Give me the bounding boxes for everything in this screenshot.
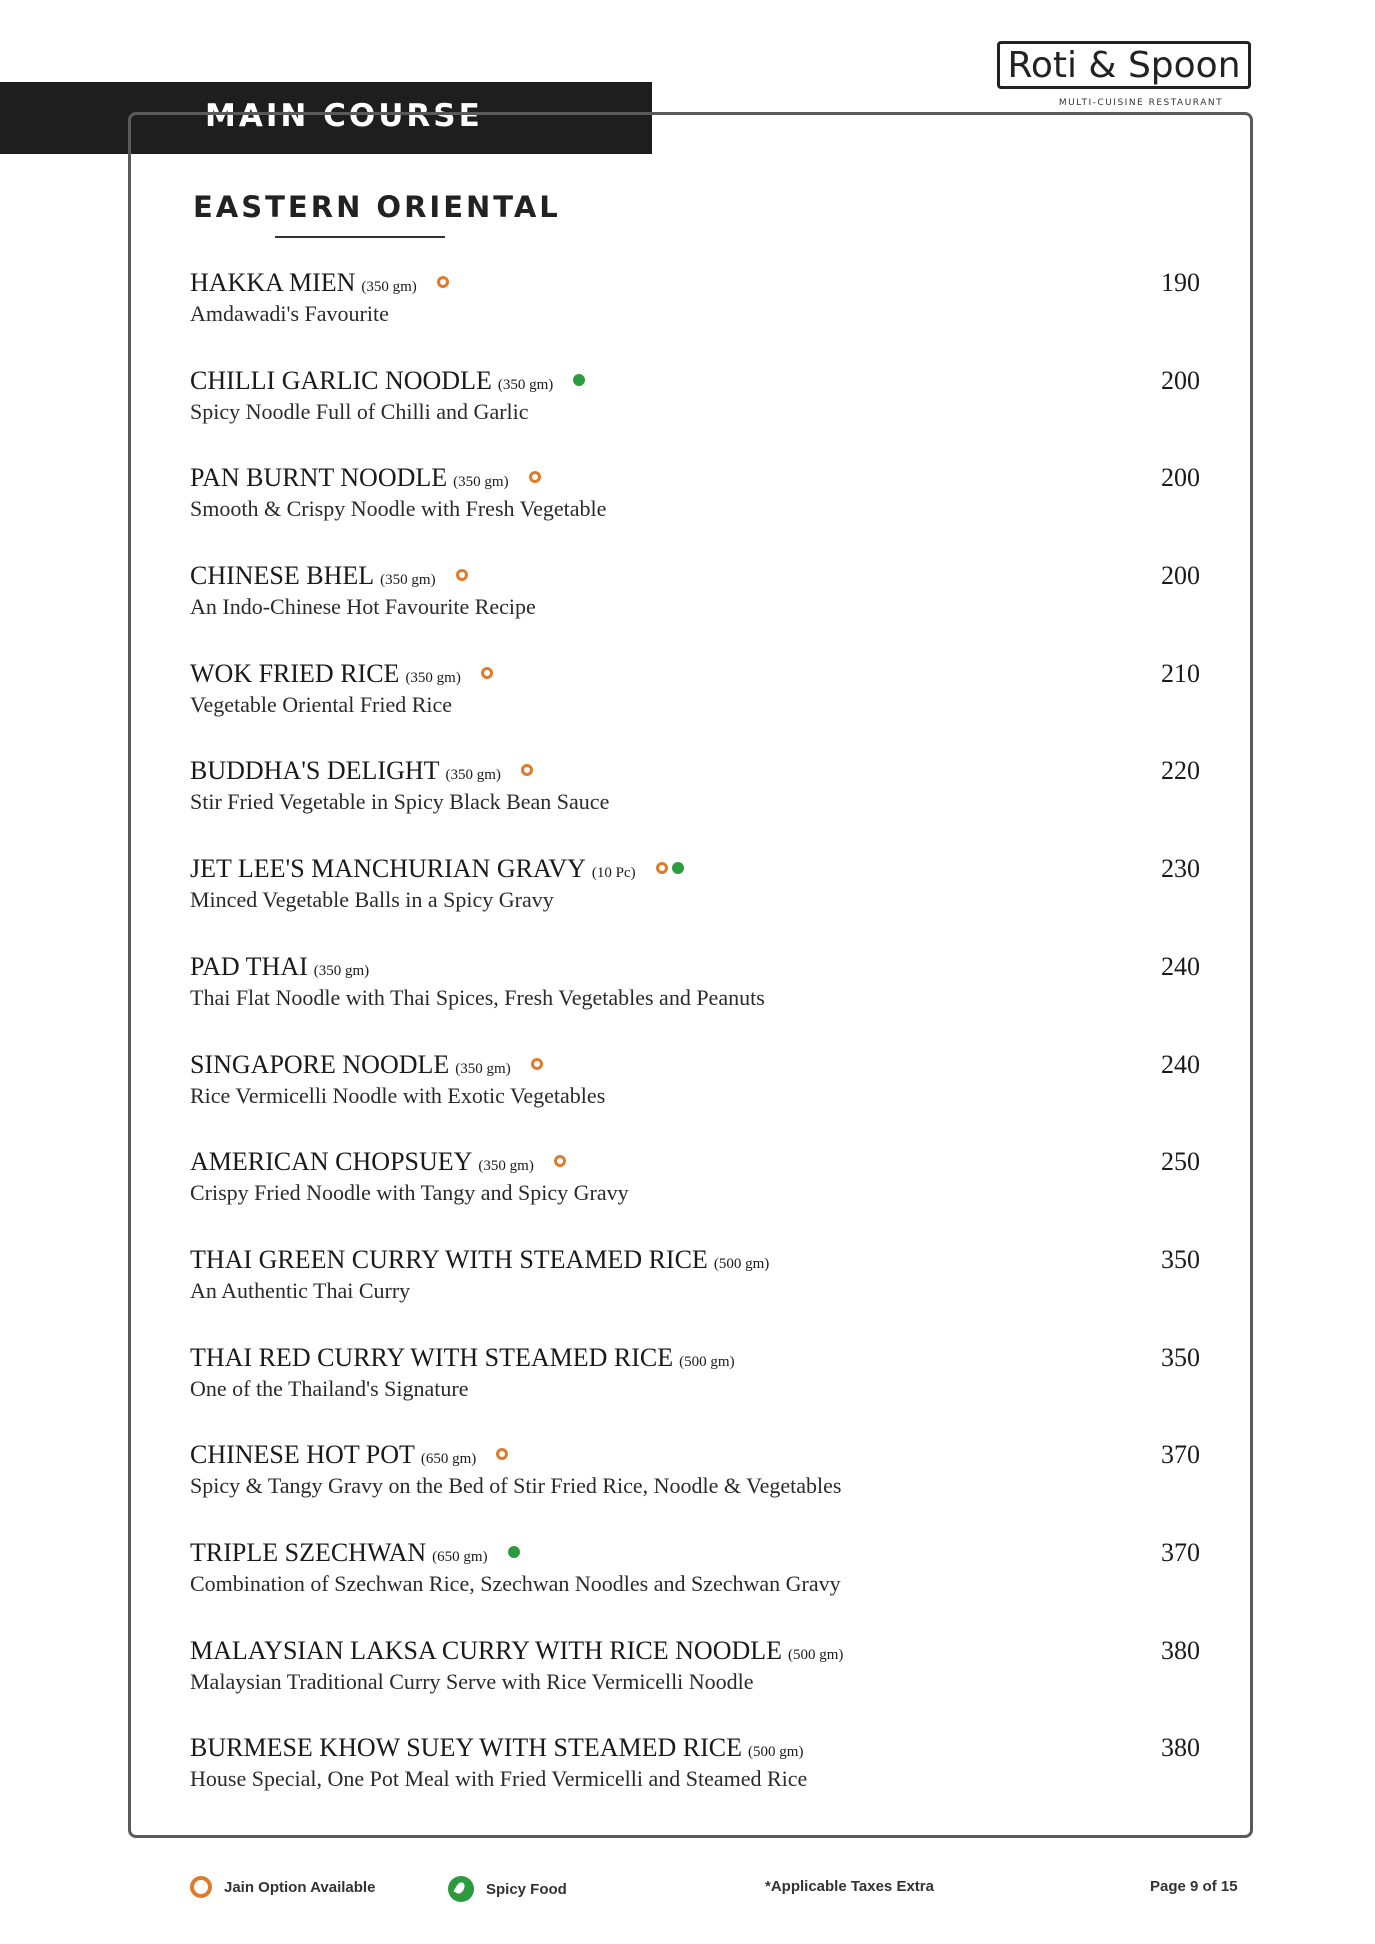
jain-option-icon — [437, 276, 449, 288]
item-price: 370 — [1161, 1537, 1200, 1567]
item-name-line — [190, 1636, 843, 1666]
item-weight: (350 gm) — [445, 767, 501, 784]
jain-option-icon — [456, 569, 468, 581]
jain-option-icon — [554, 1155, 566, 1167]
item-name-line — [190, 463, 541, 493]
item-price: 240 — [1161, 951, 1200, 981]
item-description: Combination of Szechwan Rice, Szechwan Noodles and Szechwan Gravy — [190, 1570, 841, 1596]
item-name-line — [190, 1733, 803, 1763]
spicy-food-icon — [573, 374, 585, 386]
brand-tagline: MULTI-CUISINE RESTAURANT — [1058, 98, 1224, 108]
item-price: 230 — [1161, 854, 1200, 884]
item-description: An Indo-Chinese Hot Favourite Recipe — [190, 594, 536, 620]
menu-item — [190, 1733, 1200, 1831]
jain-option-icon — [531, 1058, 543, 1070]
item-badges — [525, 463, 541, 492]
item-name-line — [190, 659, 493, 689]
item-weight: (350 gm) — [380, 572, 436, 589]
item-description: Spicy & Tangy Gravy on the Bed of Stir Fried Rice, Noodle & Vegetables — [190, 1473, 842, 1499]
item-weight: (350 gm) — [405, 669, 461, 686]
item-badges — [517, 756, 533, 785]
item-description: Crispy Fried Noodle with Tangy and Spicy Gravy — [190, 1180, 629, 1206]
item-price: 350 — [1161, 1244, 1200, 1274]
item-weight: (500 gm) — [748, 1744, 804, 1761]
item-name: CHILLI GARLIC NOODLE — [190, 365, 492, 395]
item-weight: (350 gm) — [497, 376, 554, 393]
menu-item — [190, 561, 1200, 659]
item-weight: (10 Pc) — [591, 865, 636, 882]
item-description: Amdawadi's Favourite — [190, 301, 389, 326]
item-name: WOK FRIED RICE — [190, 658, 400, 688]
menu-item — [190, 1636, 1200, 1734]
legend-jain-label: Jain Option Available — [224, 1878, 376, 1896]
item-name-line — [190, 268, 449, 298]
page-number: Page 9 of 15 — [1150, 1878, 1238, 1895]
menu-item — [190, 756, 1200, 854]
item-description: Minced Vegetable Balls in a Spicy Gravy — [190, 887, 554, 913]
item-weight: (350 gm) — [313, 962, 370, 979]
item-description: An Authentic Thai Curry — [190, 1277, 411, 1303]
item-badges — [550, 1147, 566, 1176]
item-price: 210 — [1161, 658, 1200, 688]
spicy-food-icon — [508, 1546, 520, 1558]
spicy-food-icon — [672, 862, 684, 874]
menu-item — [190, 659, 1200, 757]
menu-item — [190, 1050, 1200, 1148]
item-badges — [569, 366, 585, 395]
item-name-line — [190, 1245, 769, 1275]
item-badges — [504, 1538, 520, 1567]
item-name: PAD THAI — [190, 951, 308, 981]
item-name-line — [190, 952, 369, 982]
item-weight: (500 gm) — [788, 1646, 844, 1663]
item-price: 200 — [1161, 463, 1200, 493]
page-title: MAIN COURSE — [205, 98, 483, 134]
item-name-line — [190, 1343, 735, 1373]
item-name: SINGAPORE NOODLE — [190, 1049, 450, 1079]
item-description: House Special, One Pot Meal with Fried Vermicelli and Steamed Rice — [190, 1766, 808, 1792]
item-description: Stir Fried Vegetable in Spicy Black Bean Sauce — [190, 789, 610, 815]
jain-option-icon — [496, 1448, 508, 1460]
item-badges — [433, 268, 449, 297]
jain-option-icon — [529, 471, 541, 483]
item-name: JET LEE'S MANCHURIAN GRAVY — [190, 854, 586, 884]
item-name: MALAYSIAN LAKSA CURRY WITH RICE NOODLE — [190, 1635, 783, 1665]
jain-option-icon — [656, 862, 668, 874]
menu-item — [190, 1440, 1200, 1538]
item-description: Spicy Noodle Full of Chilli and Garlic — [190, 398, 529, 424]
item-price: 240 — [1161, 1049, 1200, 1079]
item-name: CHINESE HOT POT — [190, 1440, 415, 1470]
item-price: 380 — [1161, 1733, 1200, 1763]
item-name: THAI RED CURRY WITH STEAMED RICE — [190, 1342, 674, 1372]
jain-option-icon — [481, 667, 493, 679]
menu-item — [190, 268, 1200, 366]
item-price: 190 — [1161, 268, 1200, 297]
menu-item — [190, 463, 1200, 561]
item-weight: (350 gm) — [478, 1158, 534, 1175]
item-description: One of the Thailand's Signature — [190, 1375, 469, 1401]
menu-item — [190, 1147, 1200, 1245]
jain-option-icon — [190, 1876, 212, 1898]
item-name: THAI GREEN CURRY WITH STEAMED RICE — [190, 1244, 708, 1274]
item-weight: (350 gm) — [455, 1060, 511, 1077]
item-name-line — [190, 1050, 543, 1080]
item-name: BURMESE KHOW SUEY WITH STEAMED RICE — [190, 1733, 743, 1763]
item-price: 220 — [1161, 756, 1200, 786]
item-description: Vegetable Oriental Fried Rice — [190, 691, 453, 717]
item-weight: (650 gm) — [432, 1548, 488, 1565]
item-name-line — [190, 854, 684, 884]
item-price: 250 — [1161, 1147, 1200, 1177]
item-weight: (500 gm) — [713, 1255, 770, 1272]
menu-item — [190, 1343, 1200, 1441]
item-name: CHINESE BHEL — [190, 561, 375, 591]
item-price: 370 — [1161, 1440, 1200, 1470]
menu-item — [190, 366, 1200, 464]
legend-jain — [190, 1876, 375, 1898]
item-price: 200 — [1161, 365, 1200, 395]
spicy-food-icon — [448, 1876, 474, 1902]
jain-option-icon — [521, 764, 533, 776]
item-name-line — [190, 1440, 508, 1470]
item-weight: (500 gm) — [679, 1353, 735, 1370]
item-weight: (350 gm) — [453, 474, 509, 491]
item-weight: (350 gm) — [361, 279, 417, 295]
item-badges — [452, 561, 468, 590]
item-name-line — [190, 1538, 520, 1568]
item-name-line — [190, 561, 468, 591]
legend-spicy — [448, 1876, 567, 1902]
item-name: HAKKA MIEN — [190, 268, 356, 297]
item-name: BUDDHA'S DELIGHT — [190, 756, 440, 786]
item-description: Thai Flat Noodle with Thai Spices, Fresh Vegetables and Peanuts — [190, 984, 765, 1010]
menu-item — [190, 1245, 1200, 1343]
menu-item — [190, 952, 1200, 1050]
item-badges — [492, 1440, 508, 1469]
section-title: EASTERN ORIENTAL — [193, 190, 561, 224]
item-name-line — [190, 756, 533, 786]
item-price: 350 — [1161, 1342, 1200, 1372]
legend-spicy-label: Spicy Food — [486, 1880, 567, 1898]
item-description: Malaysian Traditional Curry Serve with Rice Vermicelli Noodle — [190, 1668, 754, 1694]
menu-item — [190, 854, 1200, 952]
item-badges — [477, 659, 493, 688]
item-price: 380 — [1161, 1635, 1200, 1665]
brand-logo: Roti & Spoon — [997, 41, 1251, 89]
section-underline — [275, 236, 445, 238]
item-price: 200 — [1161, 561, 1200, 591]
item-weight: (650 gm) — [420, 1451, 477, 1468]
item-badges — [527, 1050, 543, 1079]
item-name-line — [190, 1147, 566, 1177]
menu-list — [190, 268, 1200, 1831]
item-name-line — [190, 366, 585, 396]
footer — [0, 1876, 1375, 1906]
item-badges — [652, 854, 684, 883]
menu-item — [190, 1538, 1200, 1636]
item-name: AMERICAN CHOPSUEY — [190, 1147, 473, 1177]
item-description: Rice Vermicelli Noodle with Exotic Vegetables — [190, 1082, 606, 1108]
taxes-note: *Applicable Taxes Extra — [765, 1878, 934, 1895]
item-name: PAN BURNT NOODLE — [190, 463, 448, 493]
item-description: Smooth & Crispy Noodle with Fresh Vegetable — [190, 496, 607, 522]
item-name: TRIPLE SZECHWAN — [190, 1537, 427, 1567]
